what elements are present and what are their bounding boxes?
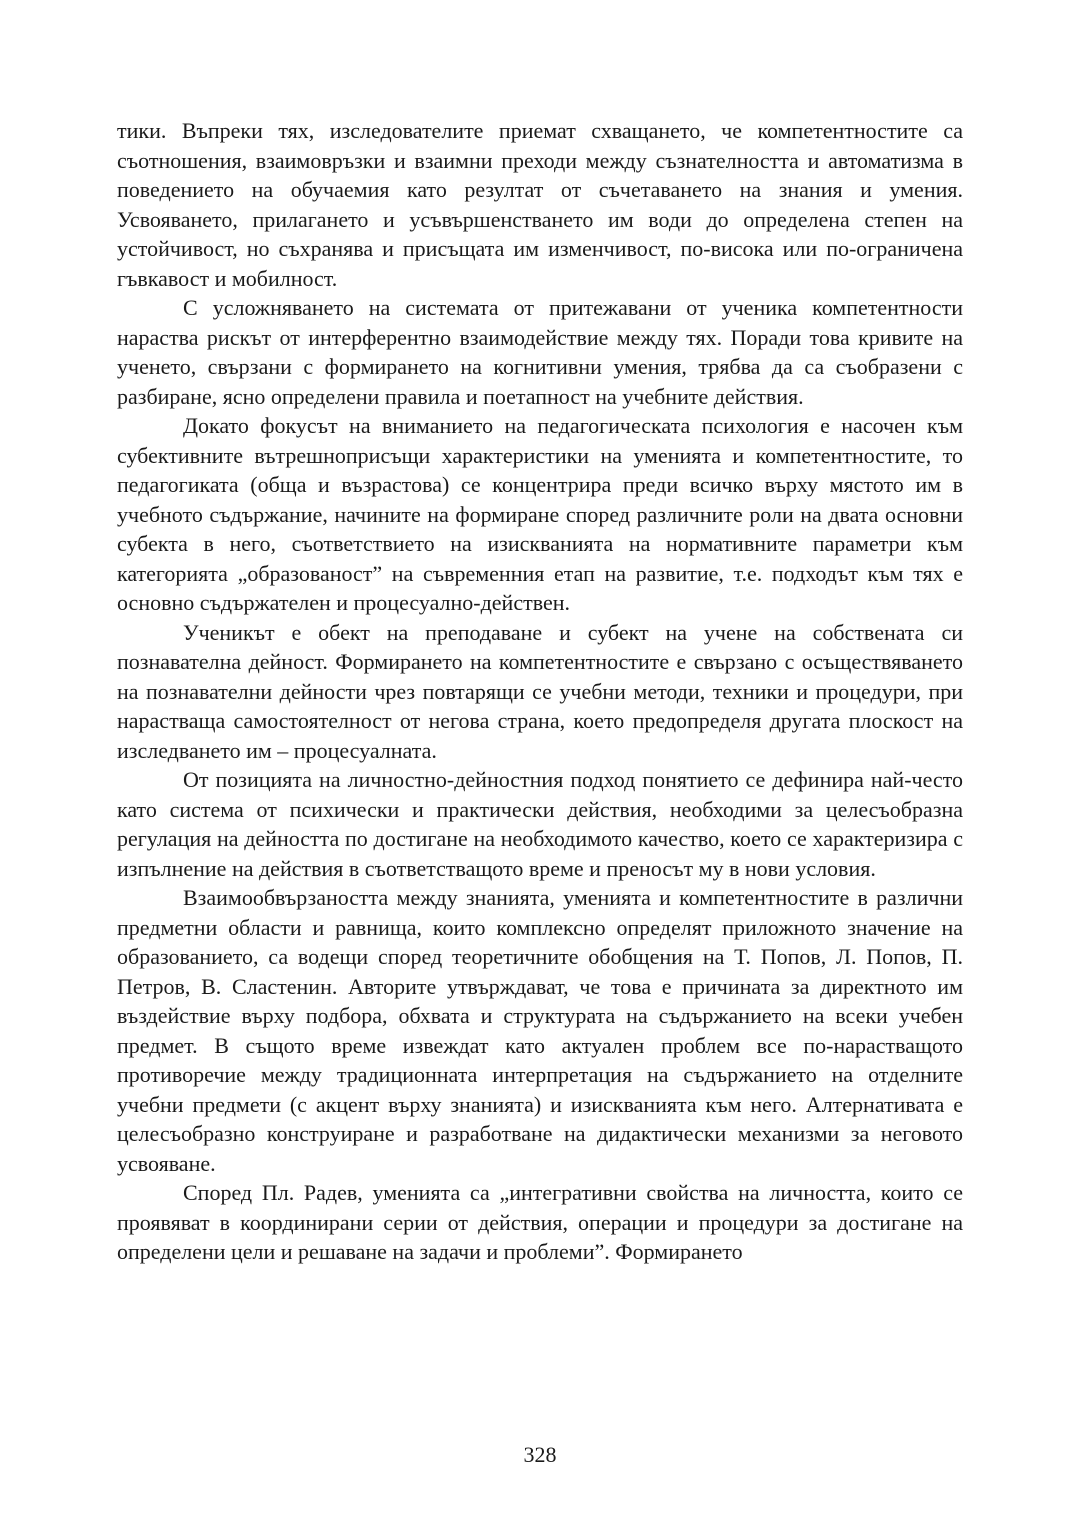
paragraph-6: Взаимообвързаността между знанията, уменията и компетентностите в различни предметни области и равнища, които комплексно определят приложното значение на образованието, са водещи според теоретичните обобщения на Т. Попов, Л. Попов, П. Петров, В. Сластенин. Авторите утвърждават, че това е причината за директното им въздействие върху подбора, обхвата и структурата на съдържанието на всеки учебен предмет. В същото време извеждат като актуален проблем все по-нарастващото противоречие между традиционната интерпретация на съдържанието на отделните учебни предмети (с акцент върху знанията) и изискванията към него. Алтернативата е целесъобразно конструиране и разработване на дидактически механизми за неговото усвояване. xyxy=(117,885,963,1176)
paragraph-4: Ученикът е обект на преподаване и субект на учене на собствената си познавателна дейност. Формирането на компетентностите е свързано с осъществяването на познавателни дейности чрез повтарящи се учебни методи, техники и процедури, при нарастваща самостоятелност от негова страна, което предопределя другата плоскост на изследването им – процесуалната. xyxy=(117,619,963,763)
page-number: 328 xyxy=(523,1442,557,1467)
paragraph-5: От позицията на личностно-дейностния подход понятието се дефинира най-често като система от психически и практически действия, необходими за целесъобразна регулация на дейността по достигане на необходимото качество, което се характеризира с изпълнение на действия в съответстващото време и преносът му в нови условия. xyxy=(117,767,963,881)
paragraph-2: С усложняването на системата от притежавани от ученика компетентности нараства рискът от интерферентно взаимодействие между тях. Поради това кривите на ученето, свързани с формирането на когнитивни умения, трябва да са съобразени с разбиране, ясно определени правила и поетапност на учебните действия. xyxy=(117,295,963,409)
page-body xyxy=(117,116,963,1267)
paragraph-7: Според Пл. Радев, уменията са „интегративни свойства на личността, които се проявяват в координирани серии от действия, операции и процедури за достигане на определени цели и решаване на задачи и проблеми”. Формирането xyxy=(117,1180,963,1264)
paragraph-1: тики. Въпреки тях, изследователите приемат схващането, че компетентностите са съотношения, взаимовръзки и взаимни преходи между съзнателността и автоматизма в поведението на обучаемия като резултат от съчетаването на знания и умения. Усвояването, прилагането и усъвършенстването им води до определена степен на устойчивост, но съхранява и присъщата им изменчивост, по-висока или по-ограничена гъвкавост и мобилност. xyxy=(117,118,963,291)
paragraph-3: Докато фокусът на вниманието на педагогическата психология е насочен към субективните вътрешноприсъщи характеристики на уменията и компетентностите, то педагогиката (обща и възрастова) се концентрира преди всичко върху мястото им в учебното съдържание, начините на формиране според различните роли на двата основни субекта в него, съответствието на изискванията на нормативните параметри към категорията „образованост” на съвременния етап на развитие, т.е. подходът към тях е основно съдържателен и процесуално-действен. xyxy=(117,413,963,615)
